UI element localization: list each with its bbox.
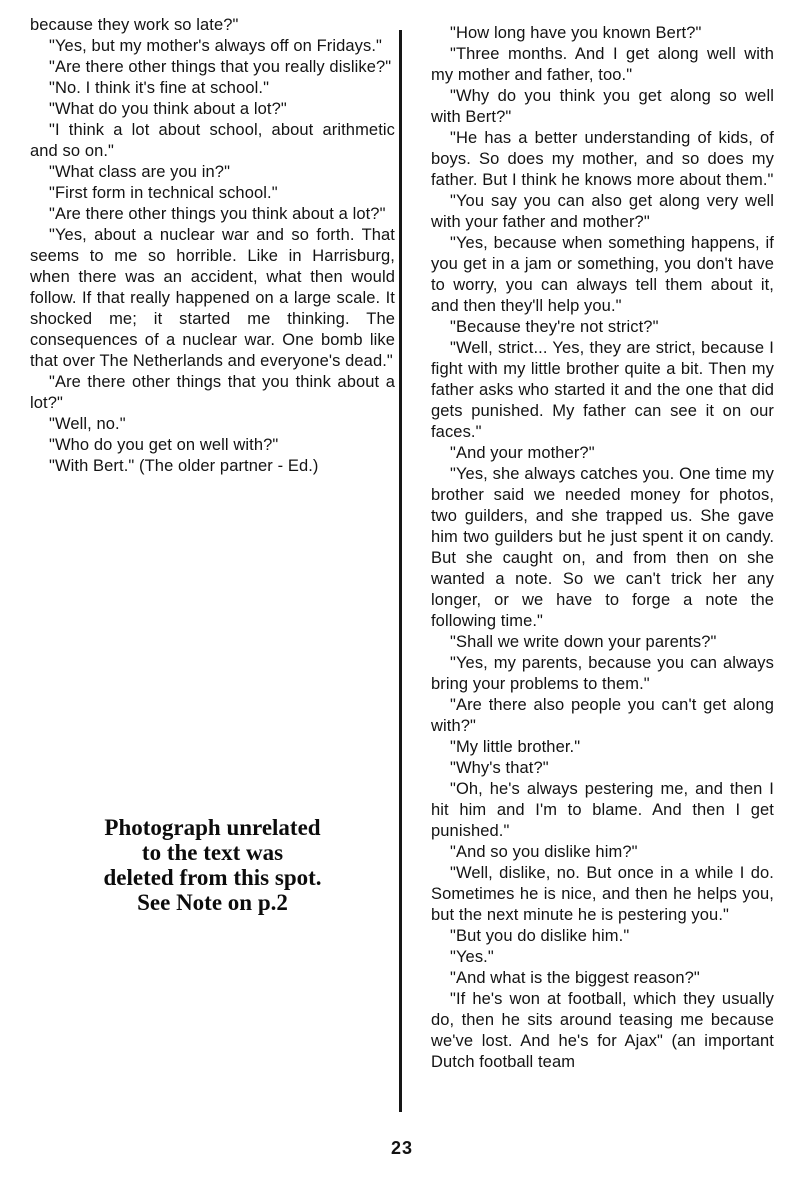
paragraph: "Well, no." bbox=[49, 415, 126, 433]
page-number: 23 bbox=[390, 1138, 414, 1158]
paragraph: "Because they're not strict?" bbox=[450, 318, 659, 336]
notice-line: deleted from this spot. bbox=[103, 865, 322, 890]
paragraph: "Three months. And I get along well with my mother and father, too." bbox=[431, 45, 774, 84]
paragraph: "What do you think about a lot?" bbox=[49, 100, 287, 118]
paragraph: "With Bert." (The older partner - Ed.) bbox=[49, 457, 319, 475]
left-column bbox=[30, 15, 395, 915]
notice-line: Photograph unrelated bbox=[104, 815, 321, 840]
paragraph: "Are there also people you can't get along with?" bbox=[431, 696, 774, 735]
paragraph: "I think a lot about school, about arithmetic and so on." bbox=[30, 121, 395, 160]
paragraph: "Yes." bbox=[450, 948, 494, 966]
paragraph: "Yes, but my mother's always off on Fridays." bbox=[49, 37, 383, 55]
paragraph: "No. I think it's fine at school." bbox=[49, 79, 270, 97]
paragraph: "My little brother." bbox=[450, 738, 581, 756]
paragraph: "Are there other things that you think about a lot?" bbox=[30, 373, 395, 412]
column-divider-rule bbox=[399, 30, 402, 1112]
paragraph: "Yes, about a nuclear war and so forth. That seems to me so horrible. Like in Harrisburg, when there was an accident, what then would follow. If that really happened on a large scale. It shocked me; it started me thinking. The consequences of a nuclear war. One bomb like that over The Netherlands and everyone's dead." bbox=[30, 226, 395, 370]
notice-line: to the text was bbox=[141, 840, 284, 865]
paragraph: "Yes, she always catches you. One time my brother said we needed money for photos, two guilders, and she trapped us. She gave him two guilders but he just spent it on candy. But she caught on, and from then on she wanted a note. So we can't trick her any longer, or we have to forge a note the following time." bbox=[431, 465, 774, 630]
paragraph: "Well, dislike, no. But once in a while I do. Sometimes he is nice, and then he helps you, but the next minute he is pestering you." bbox=[431, 864, 774, 924]
paragraph: "He has a better understanding of kids, of boys. So does my mother, and so does my father. But I think he knows more about them." bbox=[431, 129, 774, 189]
deleted-photo-notice bbox=[30, 815, 395, 915]
right-column bbox=[431, 23, 774, 1073]
paragraph: "And your mother?" bbox=[450, 444, 595, 462]
left-column-text bbox=[30, 15, 395, 477]
paragraph: because they work so late?" bbox=[30, 16, 239, 34]
paragraph: "But you do dislike him." bbox=[450, 927, 630, 945]
notice-line: See Note on p.2 bbox=[137, 890, 288, 915]
paragraph: "And so you dislike him?" bbox=[450, 843, 638, 861]
paragraph: "Shall we write down your parents?" bbox=[450, 633, 717, 651]
paragraph: "What class are you in?" bbox=[49, 163, 231, 181]
right-column-text bbox=[431, 23, 774, 1073]
paragraph: "Well, strict... Yes, they are strict, because I fight with my little brother quite a bit. Then my father asks who started it and the one that did gets punished. My father can see it on our faces." bbox=[431, 339, 774, 441]
paragraph: "Who do you get on well with?" bbox=[49, 436, 279, 454]
paragraph: "Yes, because when something happens, if you get in a jam or something, you don't have to worry, you can always tell them about it, and then they'll help you." bbox=[431, 234, 774, 315]
paragraph: "First form in technical school." bbox=[49, 184, 278, 202]
paragraph: "Why's that?" bbox=[450, 759, 549, 777]
paragraph: "Yes, my parents, because you can always bring your problems to them." bbox=[431, 654, 774, 693]
paragraph: "Why do you think you get along so well with Bert?" bbox=[431, 87, 774, 126]
paragraph: "If he's won at football, which they usually do, then he sits around teasing me because we've lost. And he's for Ajax" (an important Dutch football team bbox=[431, 990, 774, 1071]
paragraph: "And what is the biggest reason?" bbox=[450, 969, 700, 987]
paragraph: "You say you can also get along very well with your father and mother?" bbox=[431, 192, 774, 231]
paragraph: "Are there other things you think about a lot?" bbox=[49, 205, 386, 223]
paragraph: "How long have you known Bert?" bbox=[450, 24, 702, 42]
paragraph: "Oh, he's always pestering me, and then I hit him and I'm to blame. And then I get punished." bbox=[431, 780, 774, 840]
paragraph: "Are there other things that you really dislike?" bbox=[49, 58, 392, 76]
